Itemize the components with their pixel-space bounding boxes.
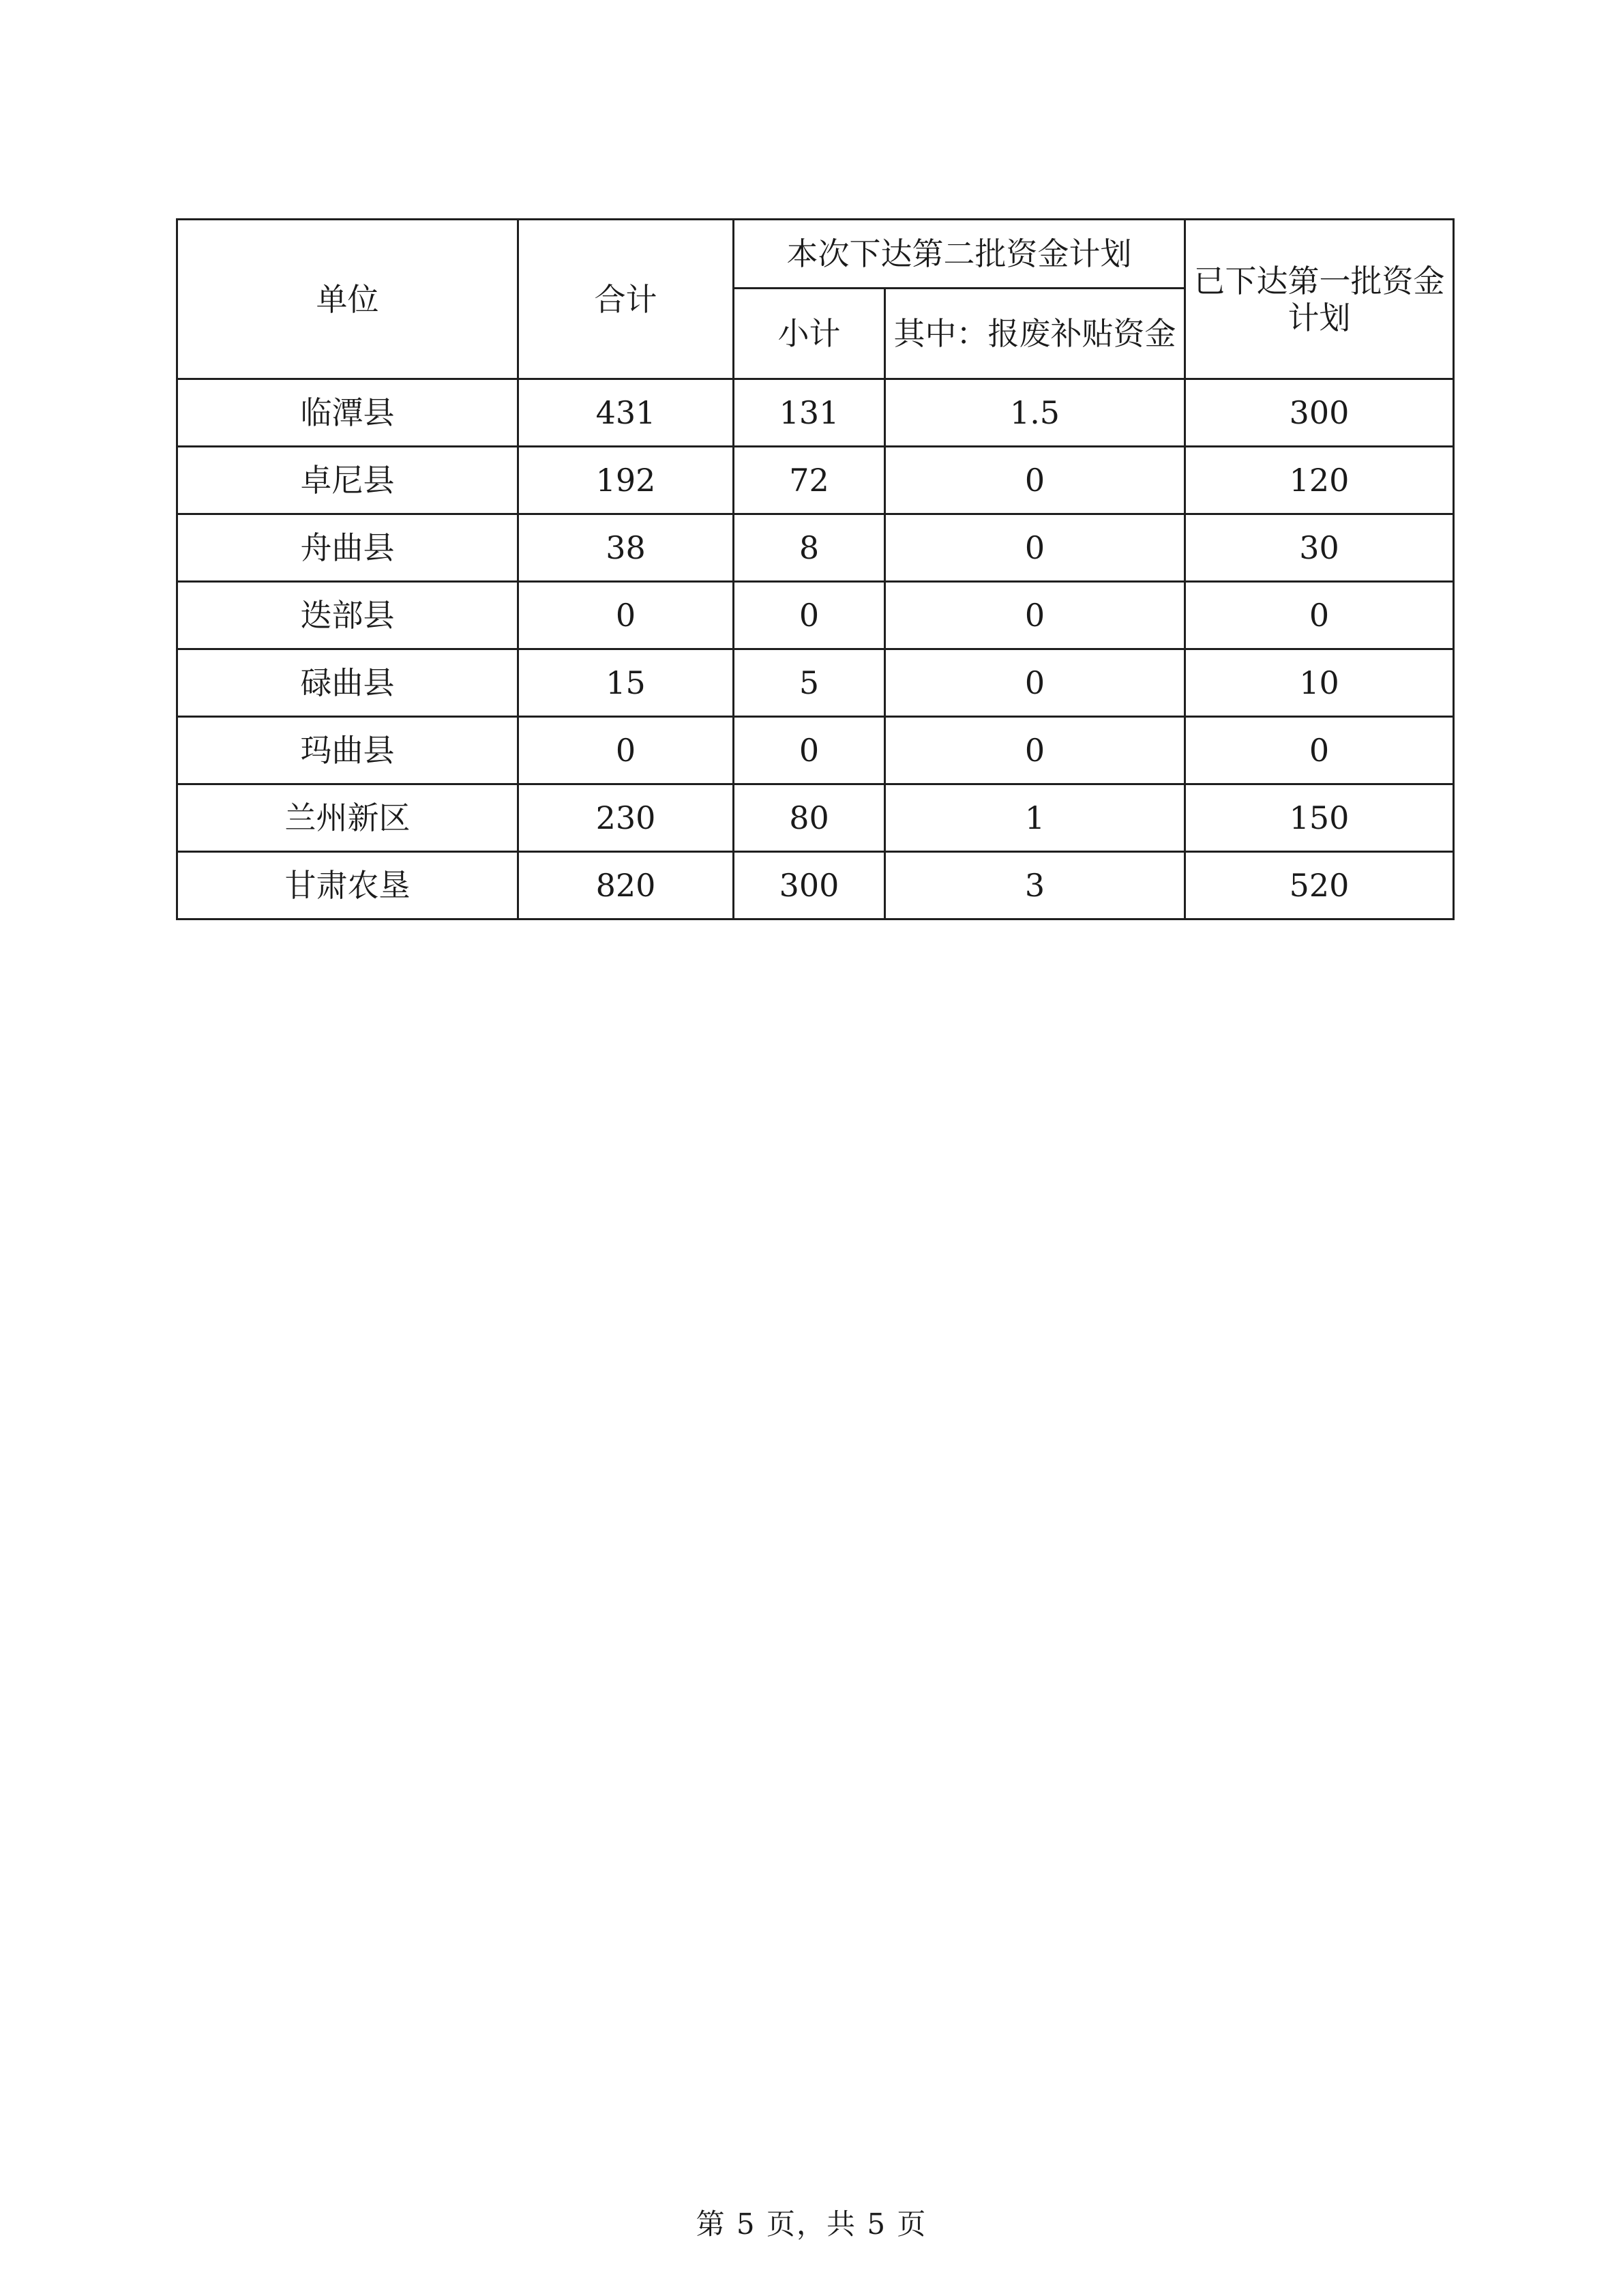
cell-unit: 碌曲县 — [177, 649, 518, 717]
cell-total: 0 — [518, 582, 734, 649]
cell-total: 192 — [518, 447, 734, 514]
cell-unit: 迭部县 — [177, 582, 518, 649]
table-row — [177, 784, 1454, 852]
cell-first-batch: 30 — [1185, 514, 1454, 582]
cell-total: 38 — [518, 514, 734, 582]
cell-total: 230 — [518, 784, 734, 852]
cell-total: 15 — [518, 649, 734, 717]
page-number-footer: 第 5 页，共 5 页 — [696, 2207, 927, 2241]
header-unit: 单位 — [177, 220, 518, 379]
cell-scrap-subsidy: 1 — [885, 784, 1185, 852]
cell-total: 431 — [518, 379, 734, 447]
cell-first-batch: 120 — [1185, 447, 1454, 514]
cell-total: 820 — [518, 852, 734, 919]
table-row — [177, 582, 1454, 649]
table-row — [177, 514, 1454, 582]
table-row — [177, 717, 1454, 784]
header-first-batch: 已下达第一批资金计划 — [1185, 220, 1454, 379]
header-subtotal: 小计 — [734, 289, 885, 379]
table-row — [177, 852, 1454, 919]
cell-subtotal: 300 — [734, 852, 885, 919]
cell-unit: 兰州新区 — [177, 784, 518, 852]
cell-unit: 舟曲县 — [177, 514, 518, 582]
cell-subtotal: 80 — [734, 784, 885, 852]
cell-subtotal: 0 — [734, 717, 885, 784]
cell-scrap-subsidy: 0 — [885, 582, 1185, 649]
cell-first-batch: 300 — [1185, 379, 1454, 447]
table-header — [177, 220, 1454, 379]
cell-subtotal: 131 — [734, 379, 885, 447]
table-row — [177, 447, 1454, 514]
cell-first-batch: 0 — [1185, 582, 1454, 649]
cell-first-batch: 0 — [1185, 717, 1454, 784]
cell-subtotal: 0 — [734, 582, 885, 649]
header-scrap-subsidy: 其中：报废补贴资金 — [885, 289, 1185, 379]
table-row — [177, 649, 1454, 717]
cell-unit: 卓尼县 — [177, 447, 518, 514]
cell-unit: 临潭县 — [177, 379, 518, 447]
table-body — [177, 379, 1454, 919]
cell-scrap-subsidy: 0 — [885, 447, 1185, 514]
cell-first-batch: 10 — [1185, 649, 1454, 717]
cell-scrap-subsidy: 1.5 — [885, 379, 1185, 447]
fund-allocation-table — [176, 218, 1455, 920]
cell-unit: 玛曲县 — [177, 717, 518, 784]
cell-scrap-subsidy: 0 — [885, 514, 1185, 582]
cell-subtotal: 8 — [734, 514, 885, 582]
cell-subtotal: 5 — [734, 649, 885, 717]
table-row — [177, 379, 1454, 447]
cell-first-batch: 520 — [1185, 852, 1454, 919]
cell-first-batch: 150 — [1185, 784, 1454, 852]
cell-scrap-subsidy: 0 — [885, 649, 1185, 717]
header-total: 合计 — [518, 220, 734, 379]
header-second-batch: 本次下达第二批资金计划 — [734, 220, 1185, 289]
cell-subtotal: 72 — [734, 447, 885, 514]
cell-total: 0 — [518, 717, 734, 784]
cell-scrap-subsidy: 3 — [885, 852, 1185, 919]
cell-unit: 甘肃农垦 — [177, 852, 518, 919]
cell-scrap-subsidy: 0 — [885, 717, 1185, 784]
